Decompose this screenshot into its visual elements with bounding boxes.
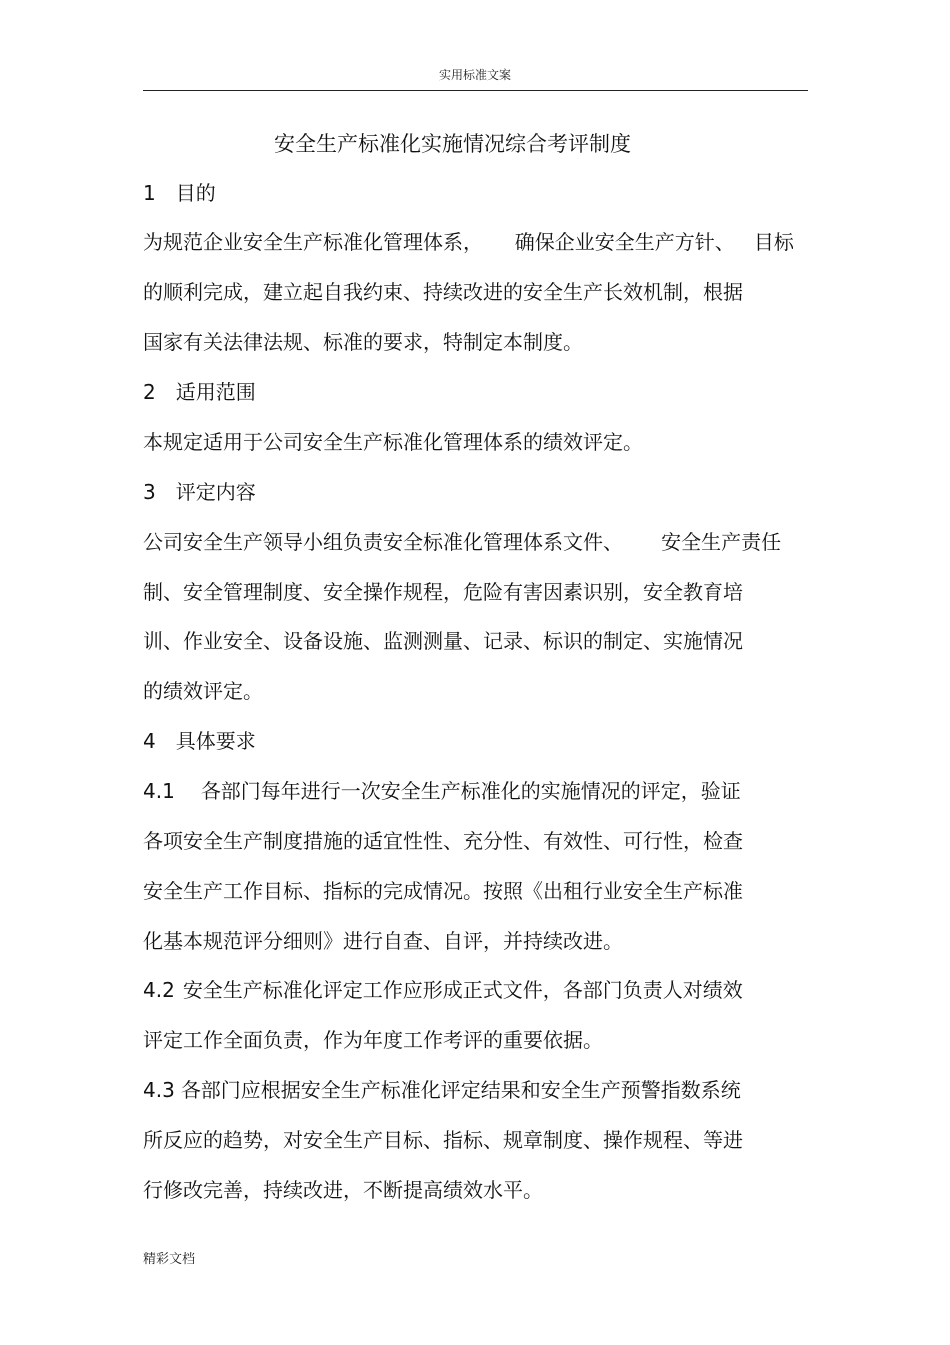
paragraph-line: 行修改完善，持续改进，不断提高绩效水平。 xyxy=(143,1178,543,1202)
paragraph-line: 安全生产工作目标、指标的完成情况。按照《出租行业安全生产标准 xyxy=(143,879,743,903)
paragraph-line: 评定工作全面负责，作为年度工作考评的重要依据。 xyxy=(143,1028,603,1052)
section-2-heading xyxy=(143,379,256,405)
section-4-heading xyxy=(143,728,256,754)
section-1-heading xyxy=(143,180,216,206)
section-3-heading xyxy=(143,479,256,505)
paragraph-line: 训、作业安全、设备设施、监测测量、记录、标识的制定、实施情况 xyxy=(143,629,743,653)
subsection-number: 4.2 xyxy=(143,978,175,1002)
paragraph-line: 国家有关法律法规、标准的要求，特制定本制度。 xyxy=(143,330,583,354)
page-header: 实用标准文案 xyxy=(438,68,511,82)
section-title: 适用范围 xyxy=(175,380,256,404)
paragraph-line: 的绩效评定。 xyxy=(143,679,263,703)
paragraph-line: 为规范企业安全生产标准化管理体系， 确保企业安全生产方针、 目标 xyxy=(143,230,794,254)
paragraph-line: 各项安全生产制度措施的适宜性性、充分性、有效性、可行性，检查 xyxy=(143,829,743,853)
paragraph-line: 公司安全生产领导小组负责安全标准化管理体系文件、 安全生产责任 xyxy=(143,530,782,554)
section-title: 具体要求 xyxy=(175,729,256,753)
subsection-4-1 xyxy=(143,778,741,804)
section-number: 2 xyxy=(143,380,156,404)
section-title: 目的 xyxy=(175,181,216,205)
paragraph-line: 所反应的趋势，对安全生产目标、指标、规章制度、操作规程、等进 xyxy=(143,1128,743,1152)
page-footer: 精彩文档 xyxy=(143,1252,196,1267)
subsection-4-3 xyxy=(143,1077,741,1103)
subsection-number: 4.3 xyxy=(143,1078,175,1102)
section-number: 4 xyxy=(143,729,156,753)
paragraph-line: 本规定适用于公司安全生产标准化管理体系的绩效评定。 xyxy=(143,430,643,454)
document-title: 安全生产标准化实施情况综合考评制度 xyxy=(274,132,631,156)
paragraph-text: 各部门应根据安全生产标准化评定结果和安全生产预警指数系统 xyxy=(180,1078,741,1102)
section-title: 评定内容 xyxy=(175,480,256,504)
paragraph-line: 的顺利完成，建立起自我约束、持续改进的安全生产长效机制，根据 xyxy=(143,280,743,304)
paragraph-text: 安全生产标准化评定工作应形成正式文件，各部门负责人对绩效 xyxy=(182,978,743,1002)
section-number: 3 xyxy=(143,480,156,504)
subsection-number: 4.1 xyxy=(143,779,175,803)
paragraph-line: 化基本规范评分细则》进行自查、自评，并持续改进。 xyxy=(143,929,623,953)
subsection-4-2 xyxy=(143,977,743,1003)
header-divider xyxy=(143,90,808,91)
paragraph-line: 制、安全管理制度、安全操作规程，危险有害因素识别，安全教育培 xyxy=(143,580,743,604)
section-number: 1 xyxy=(143,181,156,205)
paragraph-text: 各部门每年进行一次安全生产标准化的实施情况的评定，验证 xyxy=(200,779,741,803)
